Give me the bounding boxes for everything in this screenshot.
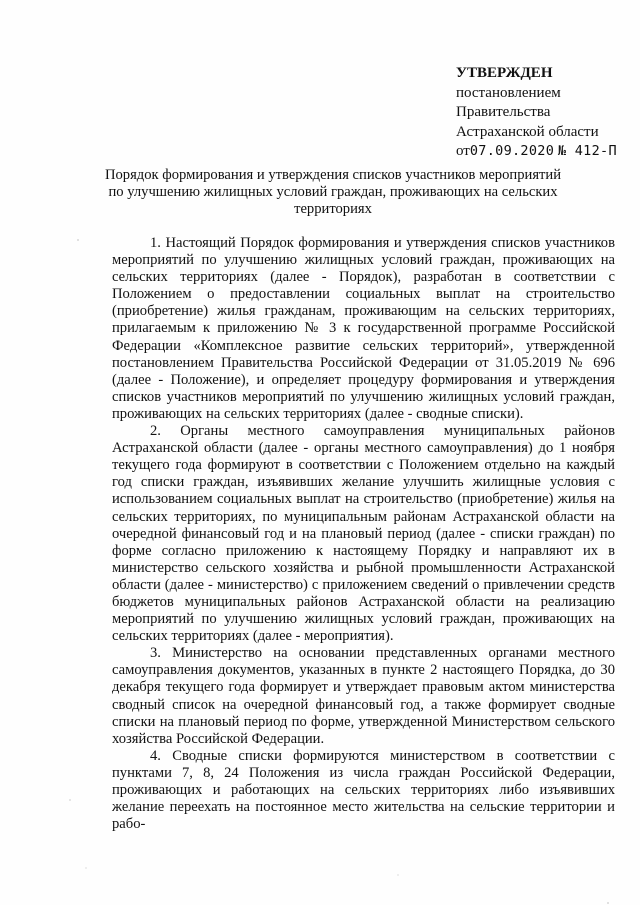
- paragraph-2: 2. Органы местного самоуправления муниципальных районов Астраханской области (далее - органы местного самоуправления) до 1 ноября текущего года формируют в соответствии с Положением отдельно на каждый год списки граждан, изъявивших желание улучшить жилищные условия с использованием социальных выплат на строительство (приобретение) жилья на сельских территориях, по муниципальным районам Астраханской области на очередной финансовый год и на плановый период (далее - списки граждан) по форме согласно приложению к настоящему Порядку и направляют их в министерство сельского хозяйства и рыбной промышленности Астраханской области (далее - министерство) с приложением сведений о привлечении средств бюджетов муниципальных районов Астраханской области на реализацию мероприятий по улучшению жилищных условий граждан, проживающих на сельских территориях (далее - мероприятия).: [112, 423, 615, 645]
- approval-date: 07.09.2020: [469, 143, 555, 159]
- document-body: [112, 235, 615, 833]
- paragraph-4: 4. Сводные списки формируются министерством в соответствии с пунктами 7, 8, 24 Положения из числа граждан Российской Федерации, проживающих и работающих на сельских территориях либо изъявивших желание переехать на постоянное место жительства на сельские территории и рабо-: [112, 747, 615, 833]
- approval-number: № 412-П: [557, 143, 617, 159]
- approval-date-line: [456, 142, 617, 162]
- approval-line: постановлением: [456, 84, 561, 101]
- paragraph-1: 1. Настоящий Порядок формирования и утверждения списков участников мероприятий по улучшению жилищных условий граждан, проживающих на сельских территориях (далее - Порядок), разработан в соответствии с Положением о предоставлении социальных выплат на строительство (приобретение) жилья гражданам, проживающим на сельских территориях, прилагаемым к приложению № 3 к государственной программе Российской Федерации «Комплексное развитие сельских территорий», утвержденной постановлением Правительства Российской Федерации от 31.05.2019 № 696 (далее - Положение), и определяет процедуру формирования и утверждения списков участников мероприятий по улучшению жилищных условий граждан, проживающих на сельских территориях (далее - сводные списки).: [112, 235, 615, 422]
- approval-stamp: [456, 64, 617, 162]
- document-title: Порядок формирования и утверждения списков участников мероприятий по улучшению жилищных условий граждан, проживающих на сельских территориях: [104, 167, 562, 217]
- approval-heading: УТВЕРЖДЕН: [456, 65, 553, 81]
- approval-date-prefix: от: [456, 143, 470, 159]
- paragraph-3: 3. Министерство на основании представленных органами местного самоуправления документов, указанных в пункте 2 настоящего Порядка, до 30 декабря текущего года формирует и утверждает правовым актом министерства сводный список на очередной финансовый год, а также формирует сводные списки на плановый период по форме, утвержденной Министерством сельского хозяйства Российской Федерации.: [112, 645, 615, 747]
- approval-line: Астраханской области: [456, 123, 599, 140]
- approval-line: Правительства: [456, 104, 551, 120]
